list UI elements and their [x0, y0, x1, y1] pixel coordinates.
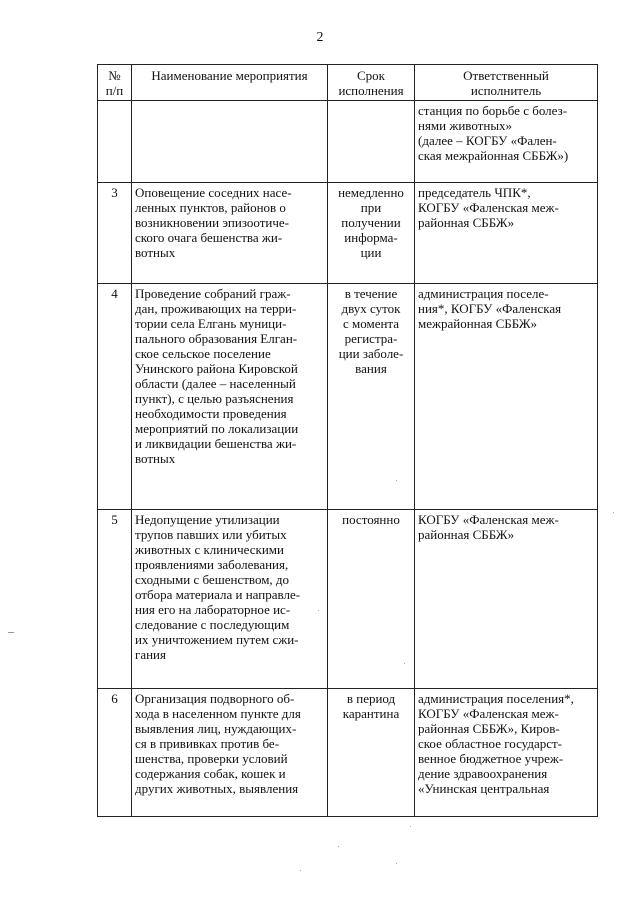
cell-event-name: Проведение собраний граж- дан, проживающих на терри- тории села Елгань муници- пального образования Елган- ское сельское поселение Унинского района Кировской области (далее – населенный пункт), с целью разъяснения необходимости проведения мероприятий по локализации и ликвидации бешенства жи- вотных	[132, 284, 328, 510]
header-number: № п/п	[98, 65, 132, 101]
cell-deadline: немедленно при получении информа- ции	[328, 183, 415, 284]
cell-event-name: Недопущение утилизации трупов павших или убитых животных с клиническими проявлениями заболевания, сходными с бешенством, до отбора материала и направле- ния его на лабораторное ис- следование с последующим их уничтожением путем сжи- гания	[132, 510, 328, 689]
cell-number: 4	[98, 284, 132, 510]
cell-event-name: Организация подворного об- хода в населенном пункте для выявления лиц, нуждающих- ся в прививках против бе- шенства, проверки условий содержания собак, кошек и других животных, выявления	[132, 689, 328, 817]
header-executor: Ответственный исполнитель	[415, 65, 598, 101]
table-header-row	[98, 65, 598, 101]
table-row	[98, 101, 598, 183]
cell-executor: станция по борьбе с болез- нями животных» (далее – КОГБУ «Фален- ская межрайонная СББЖ»)	[415, 101, 598, 183]
cell-executor: председатель ЧПК*, КОГБУ «Фаленская меж- районная СББЖ»	[415, 183, 598, 284]
cell-number: 6	[98, 689, 132, 817]
cell-event-name: Оповещение соседних насе- ленных пунктов, районов о возникновении эпизоотиче- ского очага бешенства жи- вотных	[132, 183, 328, 284]
header-event-name: Наименование мероприятия	[132, 65, 328, 101]
cell-number: 3	[98, 183, 132, 284]
table-row	[98, 689, 598, 817]
cell-deadline: в течение двух суток с момента регистра- ции заболе- вания	[328, 284, 415, 510]
table-row	[98, 183, 598, 284]
table-row	[98, 284, 598, 510]
cell-deadline: в период карантина	[328, 689, 415, 817]
page-number: 2	[316, 30, 324, 45]
cell-number: 5	[98, 510, 132, 689]
table-row	[98, 510, 598, 689]
cell-executor: администрация поселения*, КОГБУ «Фаленская меж- районная СББЖ», Киров- ское областное государст- венное бюджетное учреж- дение здравоохранения «Унинская центральная	[415, 689, 598, 817]
events-table	[97, 64, 598, 817]
cell-deadline: постоянно	[328, 510, 415, 689]
cell-deadline	[328, 101, 415, 183]
header-deadline: Срок исполнения	[328, 65, 415, 101]
cell-executor: администрация поселе- ния*, КОГБУ «Фаленская межрайонная СББЖ»	[415, 284, 598, 510]
cell-event-name	[132, 101, 328, 183]
cell-executor: КОГБУ «Фаленская меж- районная СББЖ»	[415, 510, 598, 689]
cell-number	[98, 101, 132, 183]
